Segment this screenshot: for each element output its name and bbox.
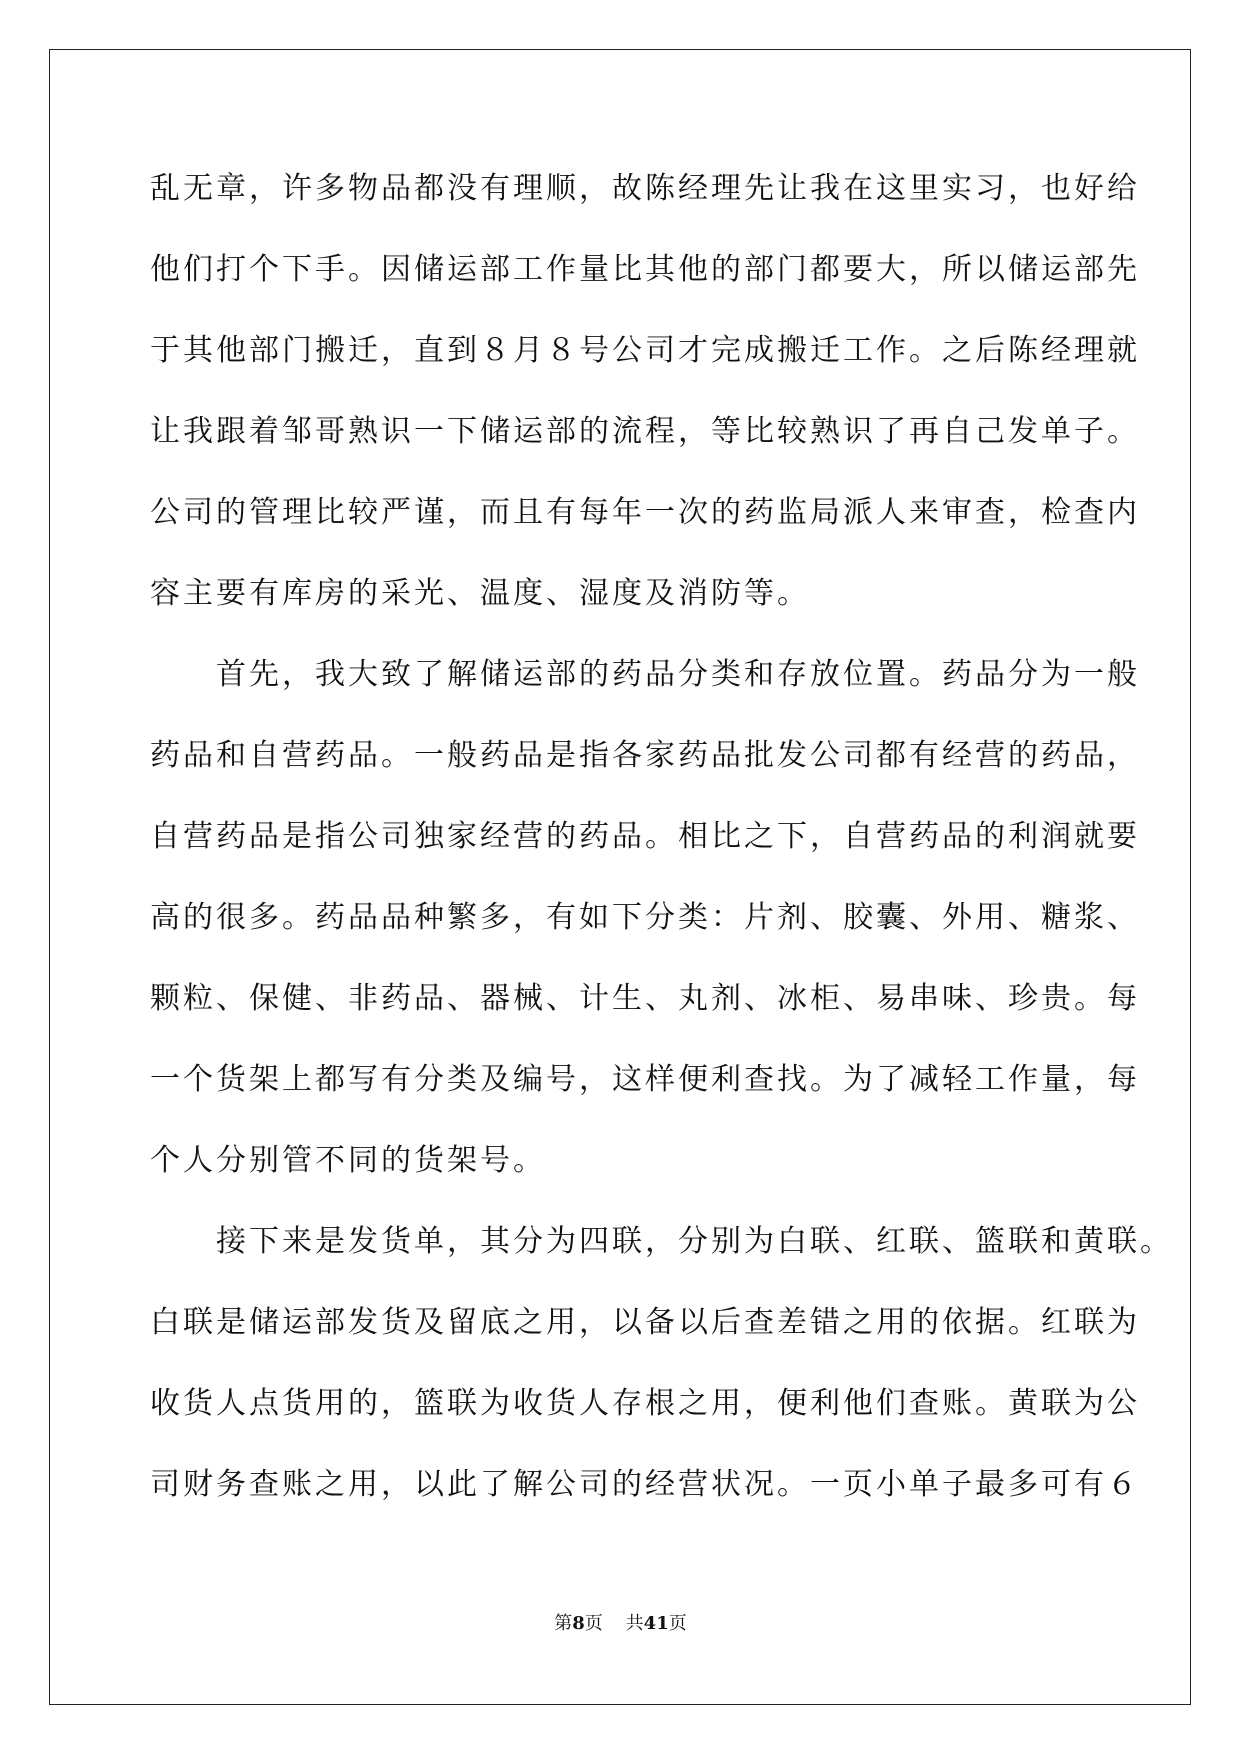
text-line: 一个货架上都写有分类及编号，这样便利查找。为了减轻工作量，每 [150, 1062, 1140, 1097]
text-line: 高的很多。药品品种繁多，有如下分类：片剂、胶囊、外用、糖浆、 [150, 900, 1140, 935]
text-line: 乱无章，许多物品都没有理顺，故陈经理先让我在这里实习，也好给 [150, 171, 1140, 206]
text-line: 自营药品是指公司独家经营的药品。相比之下，自营药品的利润就要 [150, 819, 1140, 854]
text-line: 药品和自营药品。一般药品是指各家药品批发公司都有经营的药品， [150, 738, 1140, 773]
text-line: 颗粒、保健、非药品、器械、计生、丸剂、冰柜、易串味、珍贵。每 [150, 981, 1140, 1016]
text-line: 接下来是发货单，其分为四联，分别为白联、红联、篮联和黄联。 [216, 1224, 1173, 1259]
text-line: 容主要有库房的采光、温度、湿度及消防等。 [150, 576, 810, 611]
text-line: 个人分别管不同的货架号。 [150, 1143, 546, 1178]
page-footer [0, 1612, 1241, 1636]
footer-total-suffix: 页 [668, 1613, 687, 1634]
text-line: 公司的管理比较严谨，而且有每年一次的药监局派人来审查，检查内 [150, 495, 1140, 530]
footer-page-suffix: 页 [584, 1613, 603, 1634]
text-line: 首先，我大致了解储运部的药品分类和存放位置。药品分为一般 [216, 657, 1140, 692]
text-line: 白联是储运部发货及留底之用，以备以后查差错之用的依据。红联为 [150, 1305, 1140, 1340]
footer-page-number: 8 [572, 1613, 585, 1634]
text-line: 收货人点货用的，篮联为收货人存根之用，便利他们查账。黄联为公 [150, 1386, 1140, 1421]
footer-total-prefix: 共 [625, 1613, 644, 1634]
text-line: 他们打个下手。因储运部工作量比其他的部门都要大，所以储运部先 [150, 252, 1140, 287]
footer-total-pages: 41 [643, 1613, 669, 1634]
text-line: 让我跟着邹哥熟识一下储运部的流程，等比较熟识了再自己发单子。 [150, 414, 1140, 449]
document-body [150, 159, 1173, 1536]
text-line: 于其他部门搬迁，直到８月８号公司才完成搬迁工作。之后陈经理就 [150, 333, 1140, 368]
footer-page-prefix: 第 [554, 1613, 573, 1634]
text-line: 司财务查账之用，以此了解公司的经营状况。一页小单子最多可有６ [150, 1467, 1140, 1502]
